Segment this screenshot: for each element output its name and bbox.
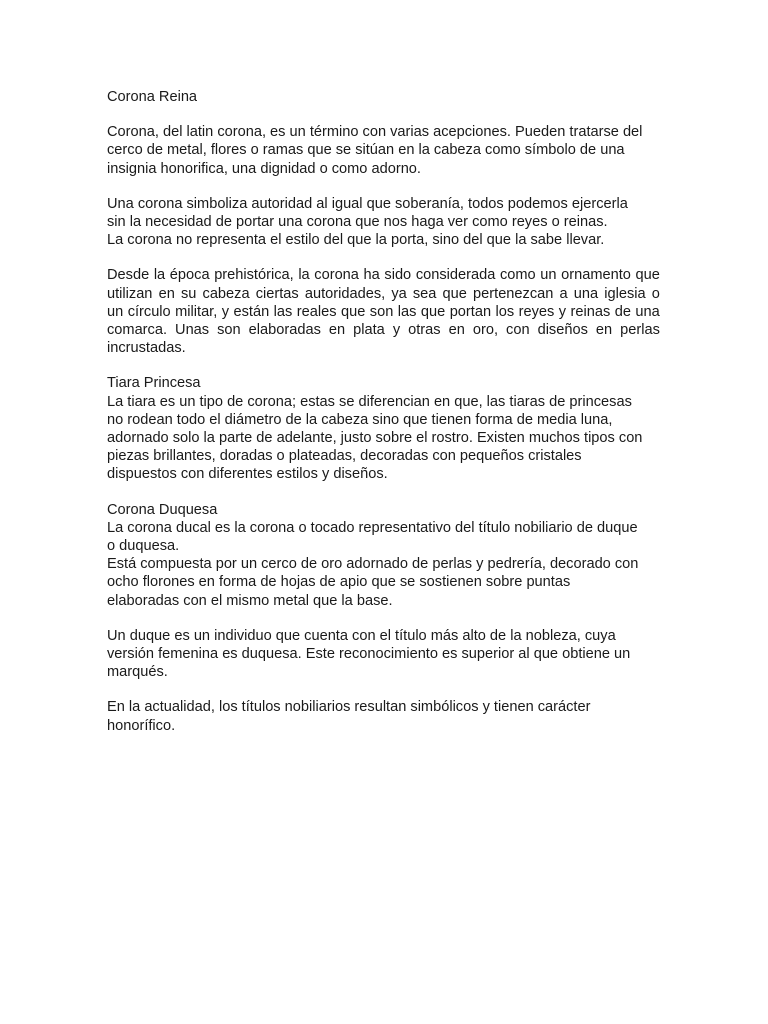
paragraph-line: dispuestos con diferentes estilos y diseños. bbox=[107, 466, 388, 483]
document-title: Corona Reina bbox=[107, 89, 198, 105]
paragraph-line: piezas brillantes, doradas o plateadas, decoradas con pequeños cristales bbox=[107, 448, 582, 465]
paragraph-line: un círculo militar, y están las reales que son las que portan los reyes y reinas de una bbox=[107, 303, 660, 320]
section-tiara bbox=[107, 374, 660, 483]
paragraph-duque bbox=[107, 627, 660, 682]
section-duquesa bbox=[107, 501, 660, 610]
paragraph-line: incrustadas. bbox=[107, 340, 186, 357]
document-title-block bbox=[107, 88, 660, 106]
paragraph-line: Corona, del latin corona, es un término con varias acepciones. Pueden tratarse del bbox=[107, 124, 643, 141]
paragraph-line: no rodean todo el diámetro de la cabeza sino que tienen forma de media luna, bbox=[107, 411, 613, 428]
paragraph-line: honorífico. bbox=[107, 717, 176, 734]
paragraph-line: En la actualidad, los títulos nobiliarios resultan simbólicos y tienen carácter bbox=[107, 699, 591, 716]
paragraph-line: cerco de metal, flores o ramas que se sitúan en la cabeza como símbolo de una bbox=[107, 142, 625, 159]
paragraph-line: Desde la época prehistórica, la corona ha sido considerada como un ornamento que bbox=[107, 267, 660, 284]
paragraph-line: adornado solo la parte de adelante, justo sobre el rostro. Existen muchos tipos con bbox=[107, 430, 643, 447]
paragraph-line: Un duque es un individuo que cuenta con el título más alto de la nobleza, cuya bbox=[107, 627, 616, 644]
paragraph-line: comarca. Unas son elaboradas en plata y otras en oro, con diseños en perlas bbox=[107, 322, 660, 339]
paragraph-line: La corona ducal es la corona o tocado representativo del título nobiliario de duque bbox=[107, 519, 638, 536]
paragraph-line: utilizan en su cabeza ciertas autoridades, ya sea que pertenezcan a una iglesia o bbox=[107, 285, 660, 302]
paragraph-historia bbox=[107, 266, 660, 357]
paragraph-line: La corona no representa el estilo del que la porta, sino del que la sabe llevar. bbox=[107, 232, 605, 249]
paragraph-actualidad bbox=[107, 698, 660, 734]
section-heading: Tiara Princesa bbox=[107, 375, 201, 392]
paragraph-line: o duquesa. bbox=[107, 538, 180, 555]
paragraph-autoridad bbox=[107, 195, 660, 250]
paragraph-line: versión femenina es duquesa. Este reconocimiento es superior al que obtiene un bbox=[107, 646, 631, 663]
paragraph-line: insignia honorifica, una dignidad o como adorno. bbox=[107, 160, 421, 177]
paragraph-line: La tiara es un tipo de corona; estas se diferencian en que, las tiaras de princesas bbox=[107, 393, 632, 410]
paragraph-line: elaboradas con el mismo metal que la base. bbox=[107, 592, 393, 609]
paragraph-intro bbox=[107, 123, 660, 178]
paragraph-line: Está compuesta por un cerco de oro adornado de perlas y pedrería, decorado con bbox=[107, 556, 639, 573]
paragraph-line: ocho florones en forma de hojas de apio que se sostienen sobre puntas bbox=[107, 574, 571, 591]
paragraph-line: sin la necesidad de portar una corona que nos haga ver como reyes o reinas. bbox=[107, 214, 608, 231]
section-heading: Corona Duquesa bbox=[107, 501, 218, 518]
document-page bbox=[107, 88, 660, 752]
paragraph-line: Una corona simboliza autoridad al igual que soberanía, todos podemos ejercerla bbox=[107, 195, 628, 212]
paragraph-line: marqués. bbox=[107, 664, 168, 681]
